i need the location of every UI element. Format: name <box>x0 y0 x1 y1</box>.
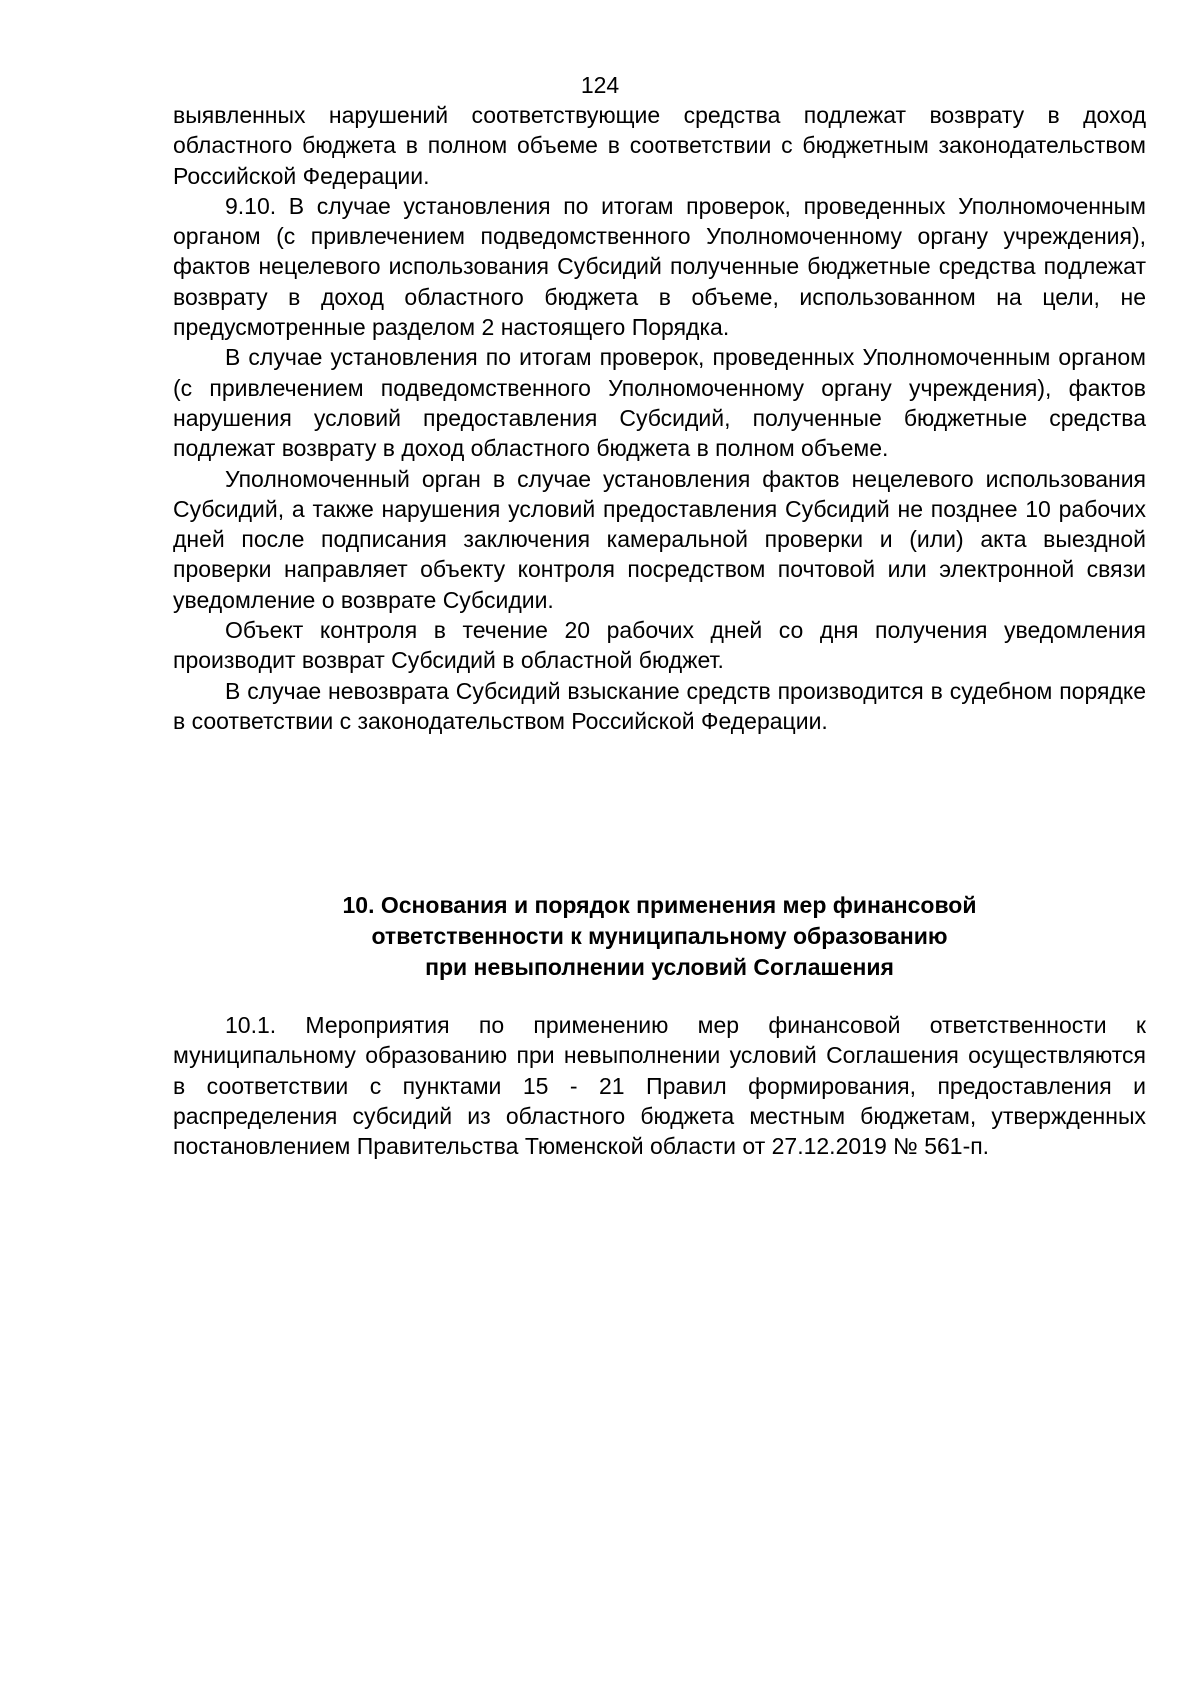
body-text-bottom <box>173 1010 1146 1161</box>
body-text-top <box>173 100 1146 736</box>
section-heading-line-3: при невыполнении условий Соглашения <box>425 954 894 980</box>
page-number: 124 <box>580 72 620 98</box>
section-heading <box>173 890 1146 983</box>
paragraph-9-10: 9.10. В случае установления по итогам проверок, проведенных Уполномоченным органом (с привлечением подведомственного Уполномоченному органу учреждения), фактов нецелевого использования Субсидий полученные бюджетные средства подлежат возврату в доход областного бюджета в объеме, использованном на цели, не предусмотренные разделом 2 настоящего Порядка. <box>173 192 1146 341</box>
paragraph-notification: Уполномоченный орган в случае установления фактов нецелевого использования Субсидий, а также нарушения условий предоставления Субсидий не позднее 10 рабочих дней после подписания заключения камеральной проверки и (или) акта выездной проверки направляет объекту контроля посредством почтовой или электронной связи уведомление о возврате Субсидии. <box>173 465 1146 613</box>
paragraph-10-1: 10.1. Мероприятия по применению мер финансовой ответственности к муниципальному образованию при невыполнении условий Соглашения осуществляются в соответствии с пунктами 15 - 21 Правил формирования, предоставления и распределения субсидий из областного бюджета местным бюджетам, утвержденных постановлением Правительства Тюменской области от 27.12.2019 № 561-п. <box>173 1012 1146 1160</box>
paragraph-court-recovery: В случае невозврата Субсидий взыскание средств производится в судебном порядке в соответствии с законодательством Российской Федерации. <box>173 677 1146 734</box>
paragraph-return-term: Объект контроля в течение 20 рабочих дней со дня получения уведомления производит возврат Субсидий в областной бюджет. <box>173 617 1146 674</box>
paragraph-continuation: выявленных нарушений соответствующие средства подлежат возврату в доход областного бюджета в полном объеме в соответствии с бюджетным законодательством Российской Федерации. <box>173 102 1146 189</box>
section-heading-line-2: ответственности к муниципальному образованию <box>371 923 948 949</box>
section-heading-line-1: 10. Основания и порядок применения мер финансовой <box>342 892 977 918</box>
paragraph-violation-conditions: В случае установления по итогам проверок, проведенных Уполномоченным органом (с привлечением подведомственного Уполномоченному органу учреждения), фактов нарушения условий предоставления Субсидий, полученные бюджетные средства подлежат возврату в доход областного бюджета в полном объеме. <box>173 344 1146 462</box>
